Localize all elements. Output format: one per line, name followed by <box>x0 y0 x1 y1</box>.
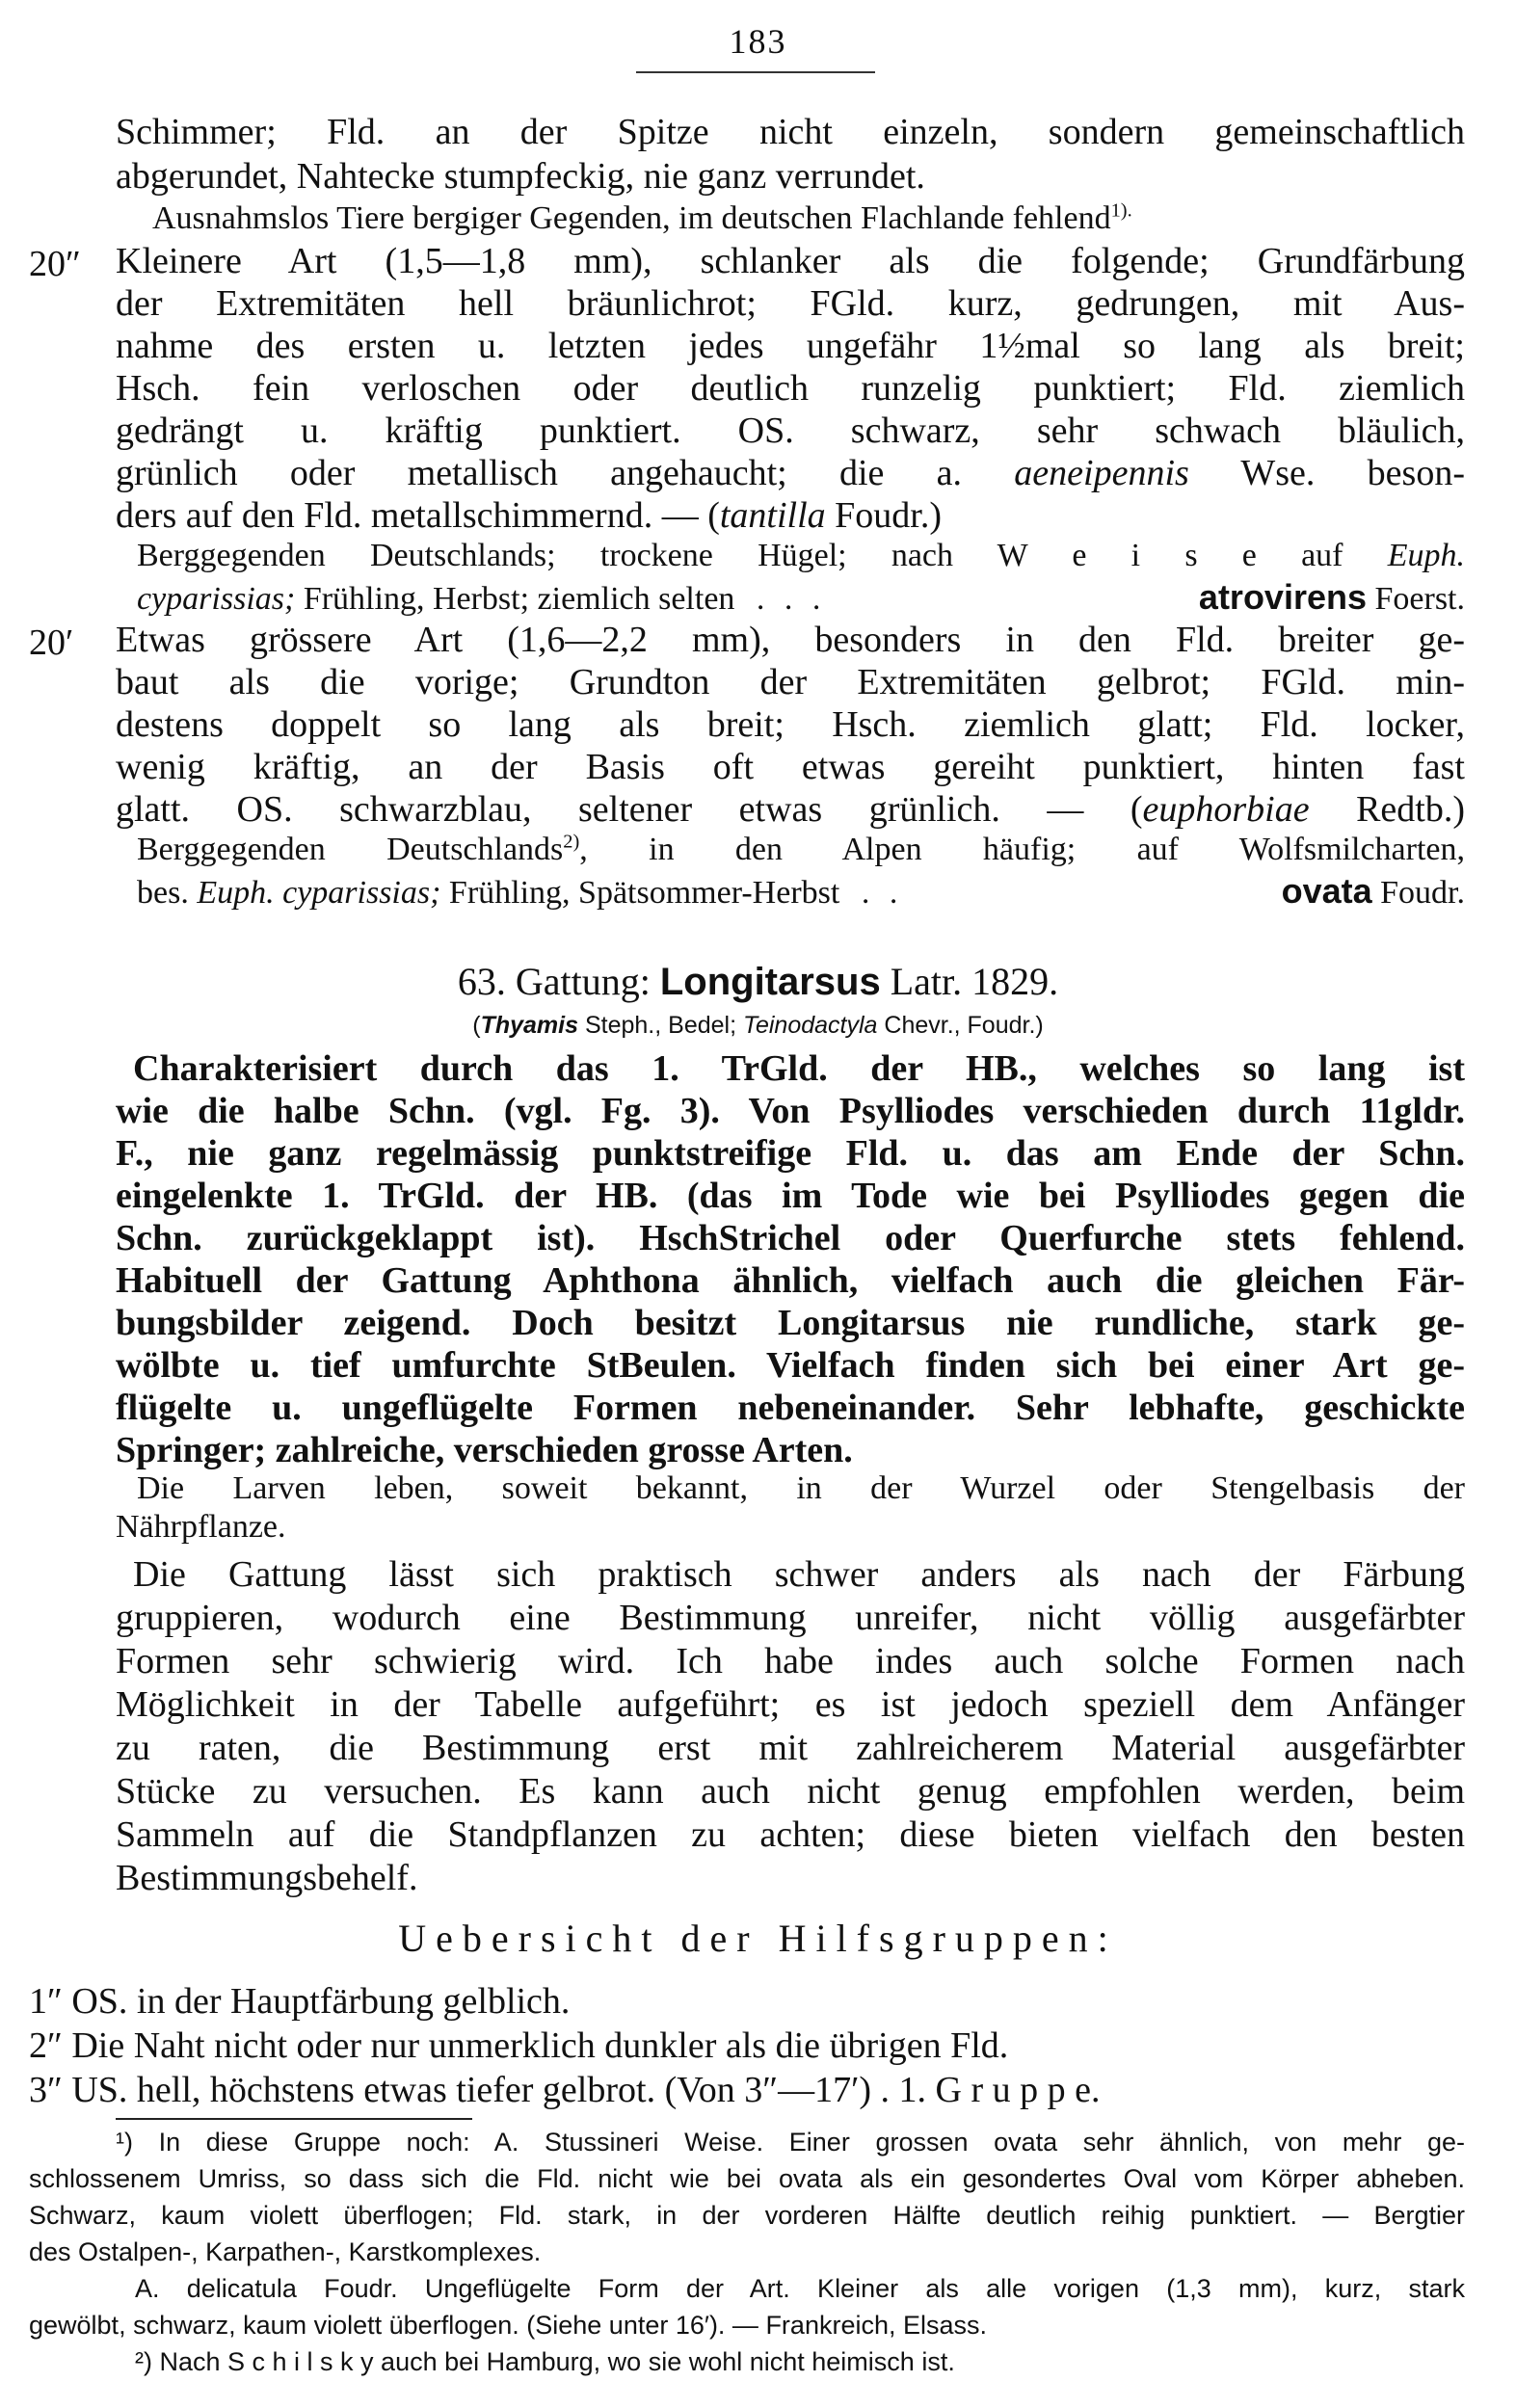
couplet-line: nahme des ersten u. letzten jedes ungefähr 1½mal so lang als breit; <box>116 326 1465 366</box>
couplet-line: baut als die vorige; Grundton der Extremitäten gelbrot; FGld. min- <box>116 662 1465 702</box>
couplet-marker: 20″ <box>29 244 81 284</box>
couplet-line: gedrängt u. kräftig punktiert. OS. schwarz, sehr schwach bläulich, <box>116 410 1465 451</box>
habitat-line: Berggegenden Deutschlands$^{2)}$, in den Alpen häufig; auf Wolfsmilcharten, <box>137 831 1465 867</box>
grouping-line: gruppieren, wodurch eine Bestimmung unreifer, nicht völlig ausgefärbter <box>116 1598 1465 1638</box>
genus-heading: 63. Gattung: Longitarsus Latr. 1829. <box>457 960 1059 1003</box>
description-line: Habituell der Gattung Aphthona ähnlich, vielfach auch die gleichen Fär- <box>116 1260 1465 1301</box>
couplet-line: destens doppelt so lang als breit; Hsch. ziemlich glatt; Fld. locker, <box>116 704 1465 745</box>
grouping-line: Sammeln auf die Standpflanzen zu achten; diese bieten vielfach den besten <box>116 1814 1465 1855</box>
couplet-line: Etwas grössere Art (1,6—2,2 mm), besonders in den Fld. breiter ge- <box>116 620 1465 660</box>
footnote-line: A. delicatula Foudr. Ungeflügelte Form der Art. Kleiner als alle vorigen (1,3 mm), kurz, stark <box>135 2274 1465 2303</box>
description-line: Charakterisiert durch das 1. TrGld. der HB., welches so lang ist <box>133 1048 1465 1089</box>
footnote-rule <box>116 2118 472 2120</box>
description-line: F., nie ganz regelmässig punktstreifige Fld. u. das am Ende der Schn. <box>116 1133 1465 1174</box>
footnote-line: Schwarz, kaum violett überflogen; Fld. stark, in der vorderen Hälfte deutlich reihig punktiert. — Bergtier <box>29 2201 1465 2230</box>
footnote-line: gewölbt, schwarz, kaum violett überflogen. (Siehe unter 16′). — Frankreich, Elsass. <box>29 2311 988 2340</box>
couplet-line: wenig kräftig, an der Basis oft etwas gereiht punktiert, hinten fast <box>116 747 1465 787</box>
species-name: ovata <box>1281 871 1372 911</box>
species-name: atrovirens <box>1198 577 1367 617</box>
description-line: bungsbilder zeigend. Doch besitzt Longitarsus nie rundliche, stark ge- <box>116 1303 1465 1343</box>
grouping-line: Formen sehr schwierig wird. Ich habe indes auch solche Formen nach <box>116 1641 1465 1681</box>
grouping-line: Stücke zu versuchen. Es kann auch nicht genug empfohlen werden, beim <box>116 1771 1465 1812</box>
footnote-line: des Ostalpen-, Karpathen-, Karstkomplexes. <box>29 2237 542 2266</box>
habitat-line: Berggegenden Deutschlands; trockene Hügel; nach W e i s e auf Euph. <box>137 538 1466 573</box>
footnotes <box>29 2130 1465 2386</box>
intro-block <box>116 114 1465 245</box>
habitat-line: bes. Euph. cyparissias; Frühling, Spätsommer-Herbst . . ovata Foudr. <box>137 871 1465 911</box>
intro-note: Ausnahmslos Tiere bergiger Gegenden, im deutschen Flachlande fehlend$^{1).}$ <box>152 199 1132 236</box>
footnote-line: ²) Nach S c h i l s k y auch bei Hamburg, wo sie wohl nicht heimisch ist. <box>135 2347 955 2376</box>
help-group-item: 2″ Die Naht nicht oder nur unmerklich dunkler als die übrigen Fld. <box>29 2025 1009 2066</box>
intro-line: Schimmer; Fld. an der Spitze nicht einzeln, sondern gemeinschaftlich <box>116 112 1465 152</box>
help-groups-heading: Uebersicht der Hilfsgruppen: <box>398 1917 1118 1960</box>
header-rule <box>636 71 875 73</box>
couplet-line: Kleinere Art (1,5—1,8 mm), schlanker als die folgende; Grundfärbung <box>116 241 1465 281</box>
larvae-line: Nährpflanze. <box>116 1509 286 1545</box>
footnote-line: schlossenem Umriss, so dass sich die Fld. nicht wie bei ovata als ein gesondertes Oval vom Körper abheben. <box>29 2164 1465 2193</box>
genus-description <box>116 1050 1465 1553</box>
couplet-line: Hsch. fein verloschen oder deutlich runzelig punktiert; Fld. ziemlich <box>116 368 1465 409</box>
genus-name: Longitarsus <box>659 961 881 1003</box>
couplet-line: grünlich oder metallisch angehaucht; die a. aeneipennis Wse. beson- <box>116 453 1465 493</box>
description-line: Schn. zurückgeklappt ist). HschStrichel oder Querfurche stets fehlend. <box>116 1218 1465 1258</box>
footnote-line: ¹) In diese Gruppe noch: A. Stussineri Weise. Einer grossen ovata sehr ähnlich, von mehr ge- <box>116 2128 1465 2157</box>
description-line: flügelte u. ungeflügelte Formen nebeneinander. Sehr lebhafte, geschickte <box>116 1388 1465 1428</box>
description-line: wie die halbe Schn. (vgl. Fg. 3). Von Psylliodes verschieden durch 11gldr. <box>116 1091 1465 1131</box>
description-line: eingelenkte 1. TrGld. der HB. (das im Tode wie bei Psylliodes gegen die <box>116 1176 1465 1216</box>
habitat-line: cyparissias; Frühling, Herbst; ziemlich selten . . . atrovirens Foerst. <box>137 577 1465 617</box>
grouping-line: Möglichkeit in der Tabelle aufgeführt; es ist jedoch speziell dem Anfänger <box>116 1684 1465 1725</box>
help-groups-list <box>29 1983 1465 2116</box>
couplet-marker: 20′ <box>29 622 74 663</box>
help-group-item: 3″ US. hell, höchstens etwas tiefer gelbrot. (Von 3″—17′) . 1. G r u p p e. <box>29 2070 1101 2110</box>
couplet-20b <box>116 622 1465 916</box>
grouping-line: Bestimmungsbehelf. <box>116 1858 418 1898</box>
couplet-line: glatt. OS. schwarzblau, seltener etwas grünlich. — (euphorbiae Redtb.) <box>116 789 1465 830</box>
description-line: Springer; zahlreiche, verschieden grosse Arten. <box>116 1430 853 1470</box>
help-group-item: 1″ OS. in der Hauptfärbung gelblich. <box>29 1981 571 2022</box>
larvae-line: Die Larven leben, soweit bekannt, in der Wurzel oder Stengelbasis der <box>137 1470 1465 1506</box>
intro-line: abgerundet, Nahtecke stumpfeckig, nie ganz verrundet. <box>116 156 925 197</box>
description-line: wölbte u. tief umfurchte StBeulen. Vielfach finden sich bei einer Art ge- <box>116 1345 1465 1386</box>
page-number: 183 <box>729 22 787 61</box>
grouping-line: zu raten, die Bestimmung erst mit zahlreicherem Material ausgefärbter <box>116 1728 1465 1768</box>
grouping-line: Die Gattung lässt sich praktisch schwer anders als nach der Färbung <box>133 1554 1465 1595</box>
genus-synonyms: (Thyamis Steph., Bedel; Teinodactyla Chevr., Foudr.) <box>472 1012 1044 1039</box>
couplet-line: ders auf den Fld. metallschimmernd. — (tantilla Foudr.) <box>116 495 943 536</box>
grouping-paragraph <box>116 1556 1465 1903</box>
couplet-line: der Extremitäten hell bräunlichrot; FGld. kurz, gedrungen, mit Aus- <box>116 283 1465 324</box>
couplet-20a <box>116 243 1465 622</box>
